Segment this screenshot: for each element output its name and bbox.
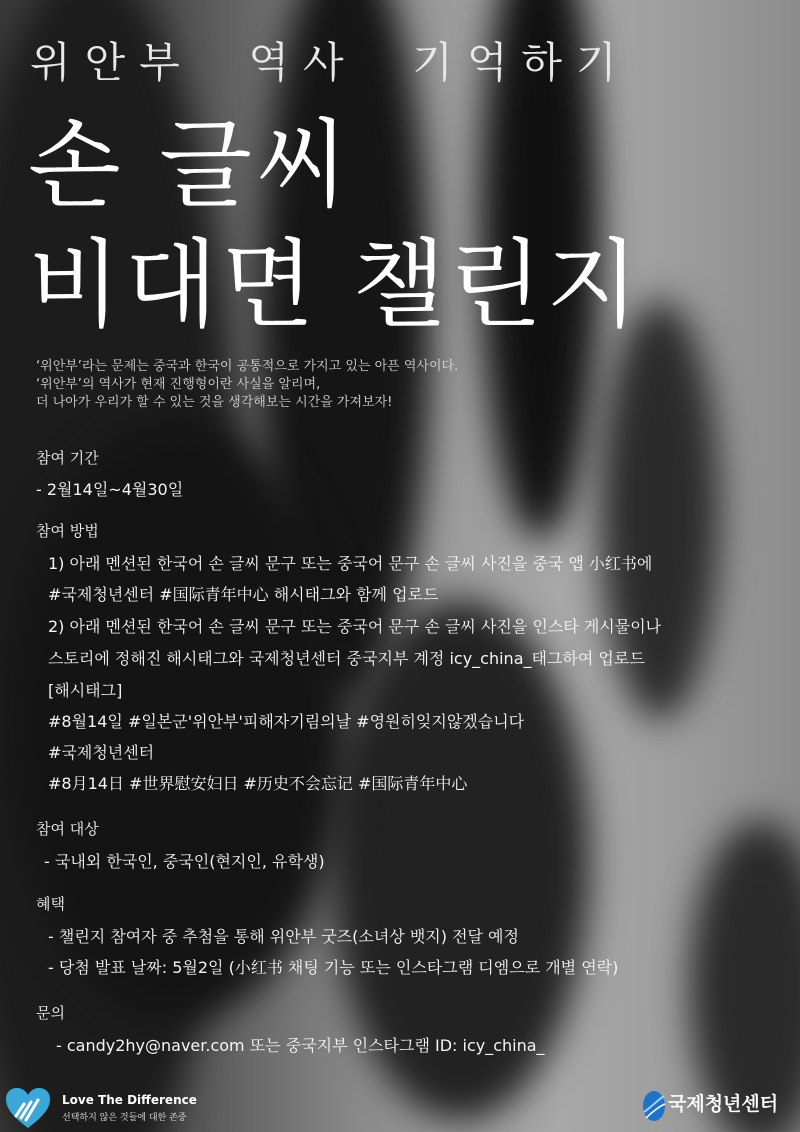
method-line: #국제청년센터 #国际青年中心 해시태그와 함께 업로드 (48, 585, 439, 604)
hashtag-line: #8月14日 #世界慰安妇日 #历史不会忘记 #国际青年中心 (48, 774, 468, 793)
benefit-line: - 챌린지 참여자 중 추첨을 통해 위안부 굿즈(소녀상 뱃지) 전달 예정 (48, 927, 519, 946)
target-heading: 참여 대상 (36, 820, 99, 838)
intro-line: 더 나아가 우리가 할 수 있는 것을 생각해보는 시간을 가져보자! (36, 395, 393, 410)
poster-subtitle: 위안부 역사 기억하기 (30, 38, 631, 87)
contact-value: - candy2hy@naver.com 또는 중국지부 인스타그램 ID: icy_china_ (56, 1036, 545, 1055)
hashtag-heading: [해시태그] (48, 681, 123, 700)
benefit-heading: 혜택 (36, 895, 65, 913)
contact-heading: 문의 (36, 1004, 65, 1022)
slogan-subtitle: 선택하지 않은 것들에 대한 존중 (62, 1113, 187, 1123)
poster-title-line2: 비대면 챌린지 (28, 229, 643, 341)
method-line: 2) 아래 멘션된 한국어 손 글씨 문구 또는 중국어 문구 손 글씨 사진을 인스타 게시물이나 (48, 617, 662, 636)
heart-logo-icon (4, 1086, 52, 1130)
method-line: 1) 아래 멘션된 한국어 손 글씨 문구 또는 중국어 문구 손 글씨 사진을 중국 앱 小红书에 (48, 554, 653, 573)
intro-line: ‘위안부’라는 문제는 중국과 한국이 공통적으로 가지고 있는 아픈 역사이다. (36, 359, 459, 374)
globe-logo-icon (640, 1088, 666, 1124)
intro-text (36, 358, 458, 412)
method-line: 스토리에 정해진 해시태그와 국제청년센터 중국지부 계정 icy_china_태그하여 업로드 (48, 649, 645, 668)
period-heading: 참여 기간 (36, 449, 99, 467)
benefit-line: - 당첨 발표 날짜: 5월2일 (小红书 채팅 기능 또는 인스타그램 디엠으로 개별 연락) (48, 958, 619, 977)
period-value: - 2월14일~4월30일 (36, 480, 184, 499)
slogan-title: Love The Difference (62, 1093, 197, 1107)
hashtag-line: #국제청년센터 (48, 743, 155, 762)
organization-name: 국제청년센터 (668, 1093, 779, 1115)
poster-title-line1: 손 글씨 (28, 109, 353, 221)
intro-line: ‘위안부’의 역사가 현재 진행형이란 사실을 알리며, (36, 377, 321, 392)
target-value: - 국내외 한국인, 중국인(현지인, 유학생) (44, 852, 325, 871)
method-heading: 참여 방법 (36, 522, 99, 540)
hashtag-line: #8월14일 #일본군'위안부'피해자기림의날 #영원히잊지않겠습니다 (48, 712, 525, 731)
